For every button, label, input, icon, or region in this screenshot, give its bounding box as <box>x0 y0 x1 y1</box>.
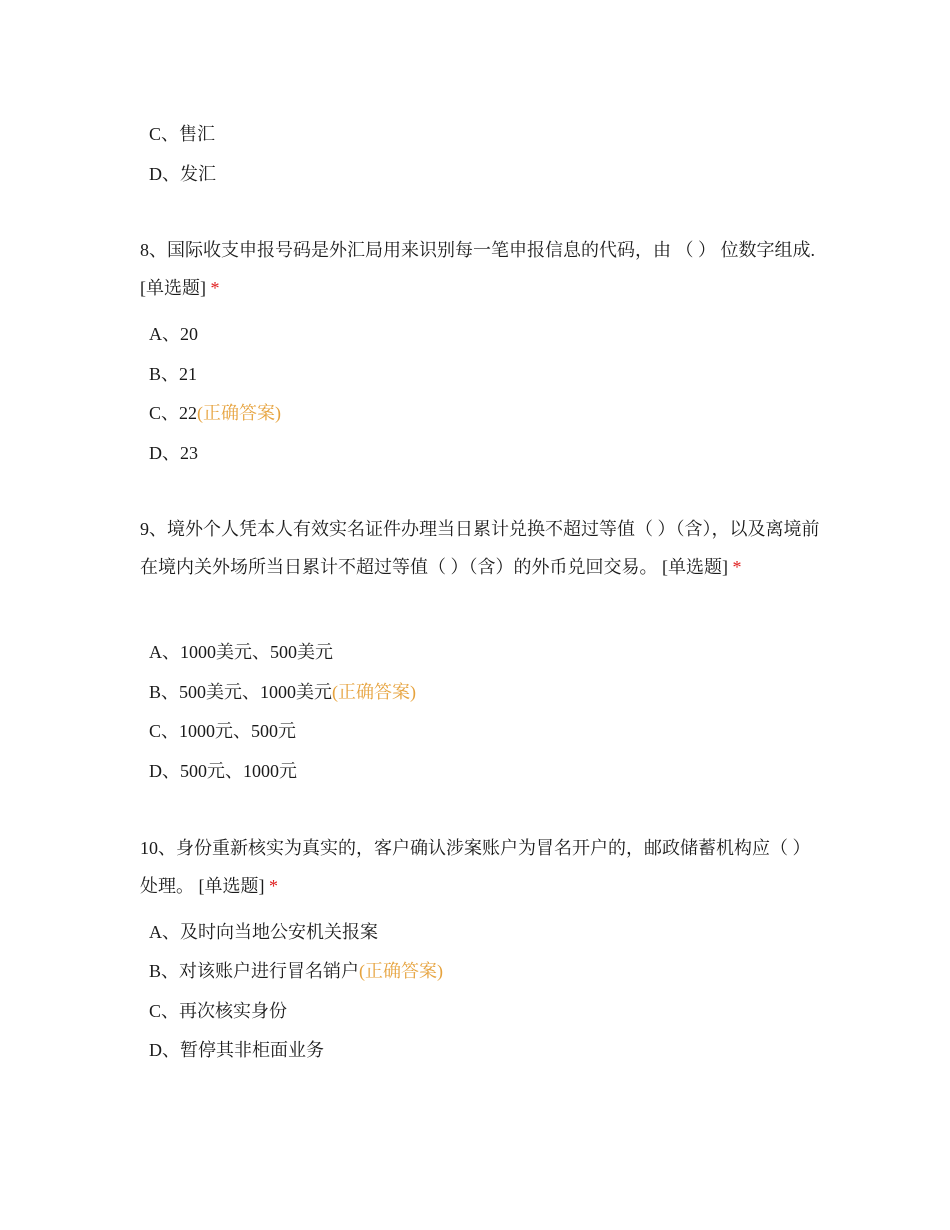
option-item <box>149 959 443 983</box>
option-text: C、1000元、500元 <box>149 721 297 741</box>
option-item <box>149 322 198 346</box>
option-text: C、再次核实身份 <box>149 1001 288 1021</box>
option-text: C、22 <box>149 403 198 423</box>
question-text: 9、境外个人凭本人有效实名证件办理当日累计兑换不超过等值（ ）（含），以及离境前在境内关外场所当日累计不超过等值（ ）（含）的外币兑回交易。 [单选题] <box>140 519 820 577</box>
question-text: 10、身份重新核实为真实的，客户确认涉案账户为冒名开户的，邮政储蓄机构应（ ）处理。 [单选题] <box>140 838 811 896</box>
option-item <box>149 640 333 664</box>
option-item <box>149 920 378 944</box>
question-8-text <box>140 231 820 307</box>
option-text: D、暂停其非柜面业务 <box>149 1040 324 1060</box>
option-text: B、500美元、1000美元 <box>149 682 333 702</box>
option-text: A、及时向当地公安机关报案 <box>149 922 378 942</box>
option-text: D、发汇 <box>149 164 216 184</box>
option-text: A、20 <box>149 324 198 344</box>
correct-answer-label: (正确答案) <box>332 682 417 702</box>
correct-answer-label: (正确答案) <box>197 403 282 423</box>
option-item <box>149 719 296 743</box>
option-item <box>149 122 215 146</box>
option-item <box>149 999 287 1023</box>
option-item <box>149 362 197 386</box>
option-text: D、23 <box>149 443 198 463</box>
question-text: 8、国际收支申报号码是外汇局用来识别每一笔申报信息的代码，由 （ ） 位数字组成. [单选题] <box>140 240 815 298</box>
option-item <box>149 759 297 783</box>
question-10-text <box>140 829 820 905</box>
option-item <box>149 1038 324 1062</box>
option-item <box>149 680 416 704</box>
option-item <box>149 441 198 465</box>
option-text: D、500元、1000元 <box>149 761 297 781</box>
option-item <box>149 401 281 425</box>
required-marker: * <box>210 278 220 298</box>
required-marker: * <box>732 557 742 577</box>
option-item <box>149 162 216 186</box>
correct-answer-label: (正确答案) <box>359 961 444 981</box>
option-text: A、1000美元、500美元 <box>149 642 333 662</box>
option-text: C、售汇 <box>149 124 216 144</box>
question-9-text <box>140 510 820 586</box>
option-text: B、21 <box>149 364 198 384</box>
required-marker: * <box>269 876 278 896</box>
option-text: B、对该账户进行冒名销户 <box>149 961 360 981</box>
